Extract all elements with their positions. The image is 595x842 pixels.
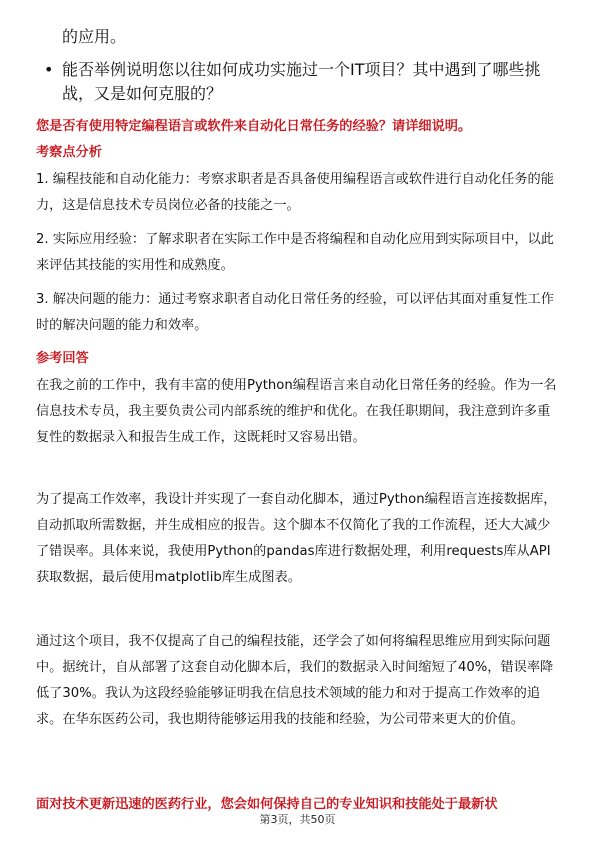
analysis-title: 考察点分析 xyxy=(36,145,102,160)
question-heading: 您是否有使用特定编程语言或软件来自动化日常任务的经验？请详细说明。 xyxy=(36,119,472,134)
previous-bullet-item xyxy=(36,58,561,106)
page-number: 第3页，共50页 xyxy=(259,813,336,826)
analysis-item-1: 1. 编程技能和自动化能力：考察求职者是否具备使用编程语言或软件进行自动化任务的能力，这是信息技术专员岗位必备的技能之一。 xyxy=(36,172,554,213)
answer-paragraph-2: 为了提高工作效率，我设计并实现了一套自动化脚本，通过Python编程语言连接数据库，自动抓取所需数据，并生成相应的报告。这个脚本不仅简化了我的工作流程，还大大减少了错误率。具体来说，我使用Python的pandas库进行数据处理，利用requests库从API获取数据，最后使用matplotlib库生成图表。 xyxy=(36,492,557,585)
answer-title: 参考回答 xyxy=(36,351,89,366)
bullet-text: 能否举例说明您以往如何成功实施过一个IT项目？其中遇到了哪些挑战，又是如何克服的？ xyxy=(62,60,541,103)
analysis-item-3: 3. 解决问题的能力：通过考察求职者自动化日常任务的经验，可以评估其面对重复性工作时的解决问题的能力和效率。 xyxy=(36,292,554,333)
bullet-dot-icon: • xyxy=(44,60,54,79)
analysis-item-2: 2. 实际应用经验：了解求职者在实际工作中是否将编程和自动化应用到实际项目中，以此来评估其技能的实用性和成熟度。 xyxy=(36,232,554,273)
previous-bullet-continuation: 的应用。 xyxy=(62,27,127,46)
answer-paragraph-3: 通过这个项目，我不仅提高了自己的编程技能，还学会了如何将编程思维应用到实际问题中。据统计，自从部署了这套自动化脚本后，我们的数据录入时间缩短了40%，错误率降低了30%。我认为这段经验能够证明我在信息技术领域的能力和对于提高工作效率的追求。在华东医药公司，我也期待能够运用我的技能和经验，为公司带来更大的价值。 xyxy=(36,634,554,727)
answer-paragraph-1: 在我之前的工作中，我有丰富的使用Python编程语言来自动化日常任务的经验。作为一名信息技术专员，我主要负责公司内部系统的维护和优化。在我任职期间，我注意到许多重复性的数据录入和报告生成工作，这既耗时又容易出错。 xyxy=(36,378,557,445)
next-question-heading: 面对技术更新迅速的医药行业，您会如何保持自己的专业知识和技能处于最新状 xyxy=(36,797,498,812)
